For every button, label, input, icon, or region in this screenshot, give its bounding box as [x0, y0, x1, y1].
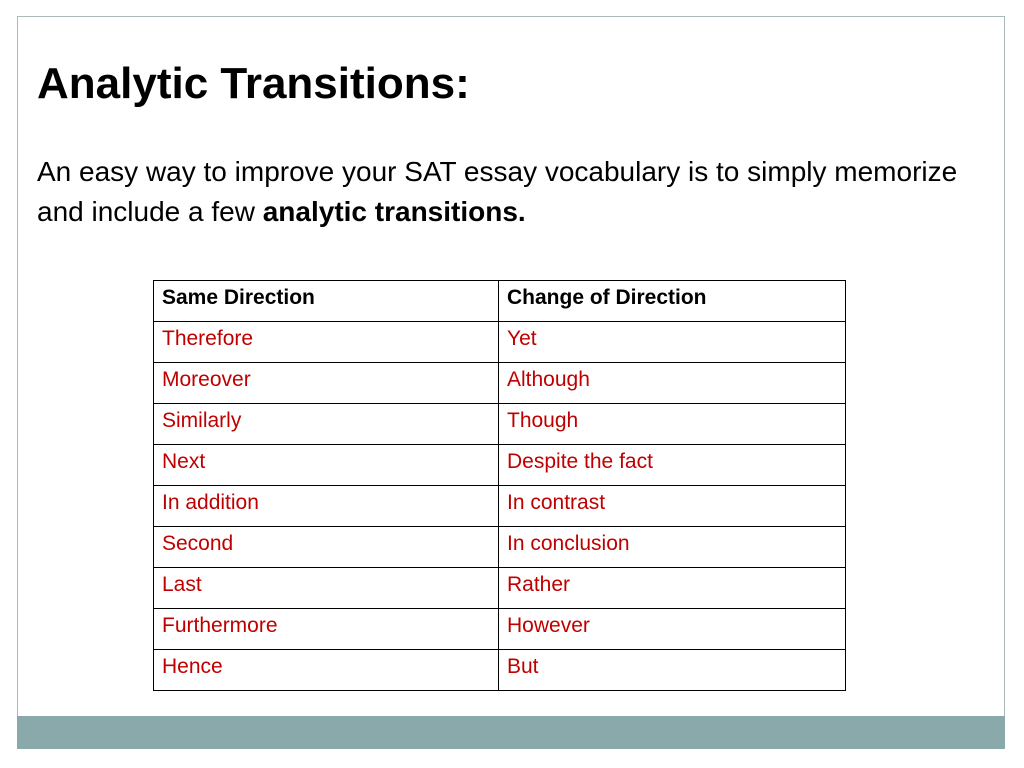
- table-header-row: [154, 281, 846, 322]
- table-row: [154, 363, 846, 404]
- table-row: [154, 650, 846, 691]
- change-direction-cell: Yet: [499, 322, 846, 363]
- header-same-direction: Same Direction: [154, 281, 499, 322]
- table-row: [154, 445, 846, 486]
- table-row: [154, 609, 846, 650]
- change-direction-cell: Rather: [499, 568, 846, 609]
- table-row: [154, 568, 846, 609]
- same-direction-cell: Therefore: [154, 322, 499, 363]
- footer-bar: [17, 716, 1005, 749]
- same-direction-cell: In addition: [154, 486, 499, 527]
- same-direction-cell: Second: [154, 527, 499, 568]
- same-direction-cell: Moreover: [154, 363, 499, 404]
- same-direction-cell: Last: [154, 568, 499, 609]
- table-row: [154, 404, 846, 445]
- same-direction-cell: Next: [154, 445, 499, 486]
- change-direction-cell: However: [499, 609, 846, 650]
- transitions-table: [153, 280, 846, 691]
- same-direction-cell: Similarly: [154, 404, 499, 445]
- header-change-of-direction: Change of Direction: [499, 281, 846, 322]
- intro-bold-phrase: analytic transitions.: [262, 196, 526, 227]
- change-direction-cell: Despite the fact: [499, 445, 846, 486]
- change-direction-cell: In conclusion: [499, 527, 846, 568]
- intro-text: An easy way to improve your SAT essay vocabulary is to simply memorize and include a few: [37, 156, 958, 227]
- change-direction-cell: But: [499, 650, 846, 691]
- same-direction-cell: Hence: [154, 650, 499, 691]
- table-row: [154, 486, 846, 527]
- slide-title: Analytic Transitions:: [37, 59, 470, 108]
- table-row: [154, 527, 846, 568]
- table-row: [154, 322, 846, 363]
- intro-paragraph: [37, 152, 1002, 232]
- same-direction-cell: Furthermore: [154, 609, 499, 650]
- change-direction-cell: In contrast: [499, 486, 846, 527]
- change-direction-cell: Although: [499, 363, 846, 404]
- transitions-table-container: [153, 280, 846, 691]
- change-direction-cell: Though: [499, 404, 846, 445]
